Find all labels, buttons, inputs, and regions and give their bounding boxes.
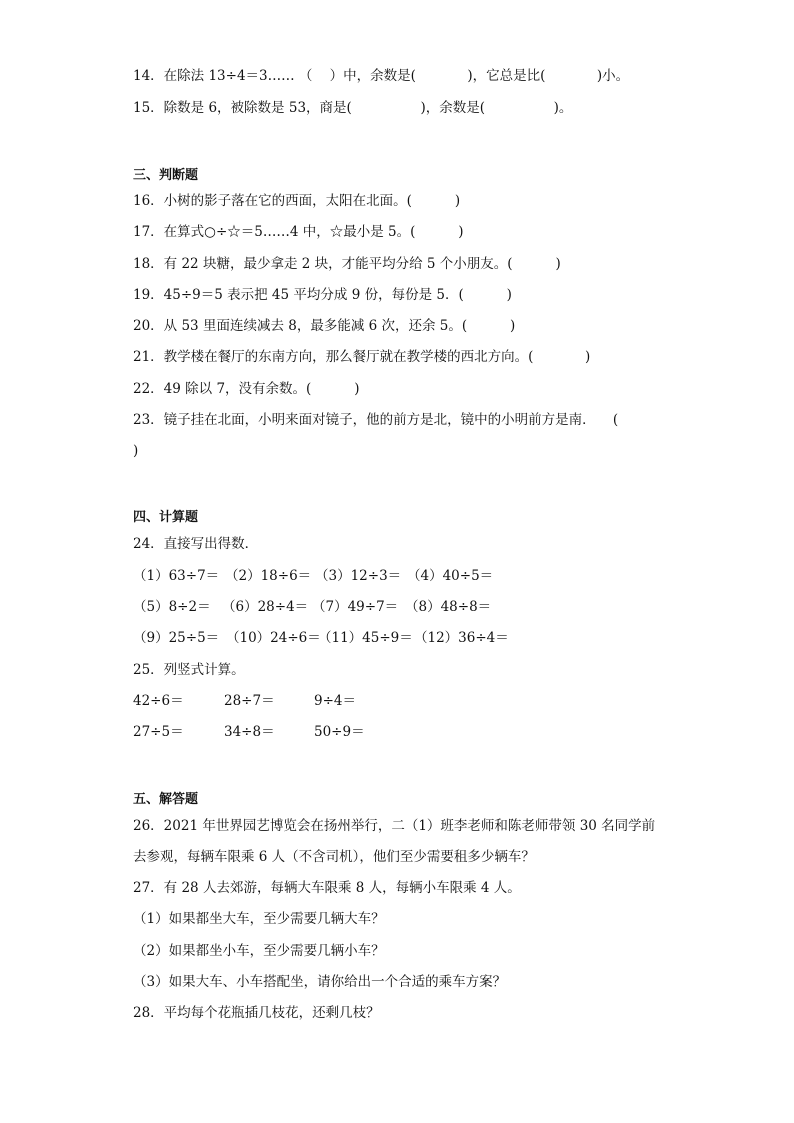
section-heading-solve: 五、解答题 [133,792,199,807]
question-22: 22．49 除以 7，没有余数。( ) [133,381,360,397]
vertical-calc-item: 34÷8＝ [224,724,275,740]
calc-item: （2）18÷6＝ [225,568,312,584]
question-19: 19．45÷9＝5 表示把 45 平均分成 9 份，每份是 5．( ) [133,287,512,303]
question-27-part-2: （2）如果都坐小车，至少需要几辆小车？ [133,943,385,959]
calc-item: （1）63÷7＝ [133,568,220,584]
calc-item: （11）45÷9＝ [318,630,413,646]
calc-item: （10）24÷6＝ [226,630,321,646]
calc-item: （8）48÷8＝ [405,599,492,615]
question-27: 27．有 28 人去郊游，每辆大车限乘 8 人，每辆小车限乘 4 人。 [133,880,521,896]
section-heading-judge: 三、判断题 [133,168,199,183]
question-27-part-3: （3）如果大车、小车搭配坐，请你给出一个合适的乘车方案？ [133,974,507,990]
question-27-part-1: （1）如果都坐大车，至少需要几辆大车？ [133,911,385,927]
calc-item: （7）49÷7＝ [312,599,399,615]
vertical-calc-item: 28÷7＝ [224,693,275,709]
calc-item: （12）36÷4＝ [414,630,509,646]
vertical-calc-item: 9÷4＝ [314,693,356,709]
question-26-line-2: 去参观，每辆车限乘 6 人（不含司机），他们至少需要租多少辆车？ [133,849,535,865]
question-18: 18．有 22 块糖，最少拿走 2 块，才能平均分给 5 个小朋友。( ) [133,256,561,272]
section-heading-calc: 四、计算题 [133,510,199,525]
vertical-calc-item: 50÷9＝ [314,724,365,740]
question-26-line-1: 26．2021 年世界园艺博览会在扬州举行，二（1）班李老师和陈老师带领 30 名同学前 [133,818,656,834]
calc-item: （6）28÷4＝ [222,599,309,615]
calc-item: （3）12÷3＝ [315,568,402,584]
question-23: 23．镜子挂在北面，小明来面对镜子，他的前方是北，镜中的小明前方是南． ( [133,412,619,428]
calc-item: （9）25÷5＝ [133,630,220,646]
question-20: 20．从 53 里面连续减去 8，最多能减 6 次，还余 5。( ) [133,318,516,334]
question-14: 14．在除法 13÷4＝3…… （ ）中，余数是( )，它总是比( )小。 [133,68,630,84]
calc-item: （4）40÷5＝ [407,568,494,584]
vertical-calc-item: 27÷5＝ [133,724,184,740]
question-16: 16．小树的影子落在它的西面，太阳在北面。( ) [133,193,461,209]
question-24: 24．直接写出得数． [133,536,259,552]
question-15: 15．除数是 6，被除数是 53，商是( )，余数是( )。 [133,100,573,116]
vertical-calc-item: 42÷6＝ [133,693,184,709]
calc-item: （5）8÷2＝ [133,599,211,615]
question-28: 28．平均每个花瓶插几枝花，还剩几枝？ [133,1005,380,1021]
question-17: 17．在算式○÷☆＝5……4 中，☆最小是 5。( ) [133,224,464,240]
question-23-tail: ) [133,443,139,459]
question-25: 25．列竖式计算。 [133,662,245,678]
question-21: 21．教学楼在餐厅的东南方向，那么餐厅就在教学楼的西北方向。( ) [133,349,591,365]
